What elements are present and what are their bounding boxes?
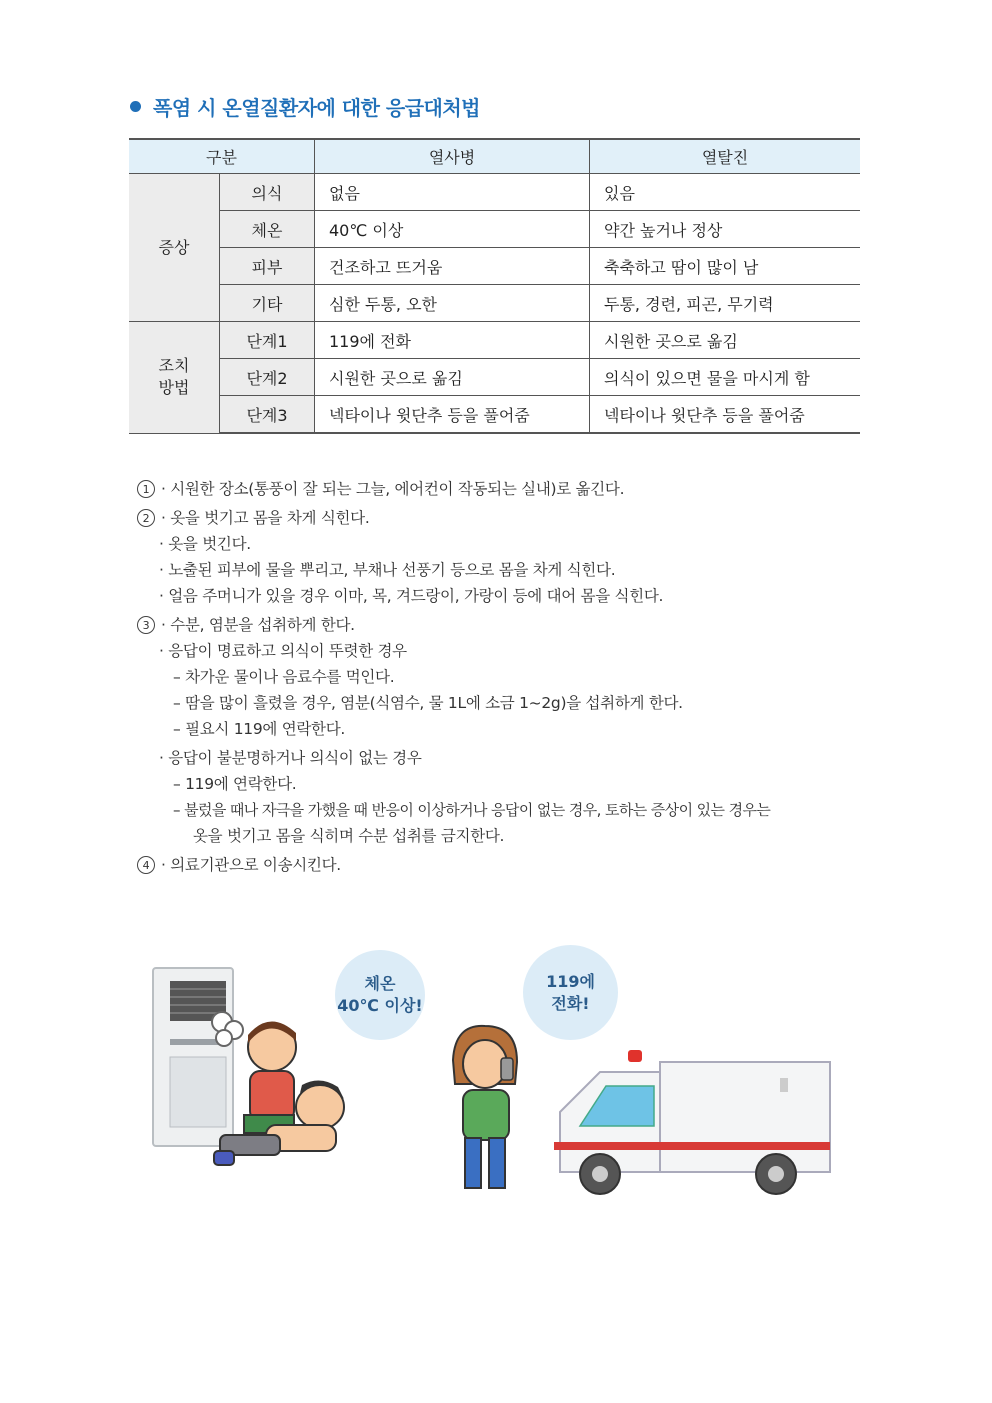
rescuer-and-patient-icon (210, 1015, 390, 1195)
step-text: · 의료기관으로 이송시킨다. (161, 856, 341, 874)
step-text: · 옷을 벗기고 몸을 차게 식힌다. (161, 509, 370, 527)
category-actions (129, 322, 220, 434)
bullet-icon (130, 101, 141, 112)
exhaustion-cell: 약간 높거나 정상 (590, 211, 861, 248)
row-item: 단계3 (220, 396, 315, 434)
row-item: 단계1 (220, 322, 315, 359)
row-item: 체온 (220, 211, 315, 248)
table-row (129, 211, 860, 248)
step-3-case-item: – 땀을 많이 흘렸을 경우, 염분(식염수, 물 1L에 소금 1~2g)을 섭취하게 한다. (173, 694, 683, 712)
emergency-steps (137, 476, 867, 878)
heatstroke-cell: 건조하고 뜨거움 (315, 248, 590, 285)
row-item: 단계2 (220, 359, 315, 396)
step-3-case-item-cont: 옷을 벗기고 몸을 식히며 수분 섭취를 금지한다. (193, 827, 505, 845)
category-actions-line2: 방법 (158, 378, 190, 398)
row-item: 기타 (220, 285, 315, 322)
category-actions-line1: 조치 (158, 356, 190, 376)
row-item: 피부 (220, 248, 315, 285)
step-text: · 시원한 장소(통풍이 잘 되는 그늘, 에어컨이 작동되는 실내)로 옮긴다. (161, 480, 625, 498)
heatstroke-cell: 심한 두통, 오한 (315, 285, 590, 322)
exhaustion-cell: 두통, 경련, 피곤, 무기력 (590, 285, 861, 322)
exhaustion-cell: 의식이 있으면 물을 마시게 함 (590, 359, 861, 396)
step-number: 1 (137, 480, 155, 498)
table-row (129, 248, 860, 285)
header-category: 구분 (129, 139, 315, 174)
step-1 (137, 476, 867, 502)
exhaustion-cell: 축축하고 땀이 많이 남 (590, 248, 861, 285)
row-item: 의식 (220, 174, 315, 211)
table-row (129, 285, 860, 322)
section-title-text: 폭염 시 온열질환자에 대한 응급대처법 (153, 96, 480, 120)
step-3-case-item: – 119에 연락한다. (173, 775, 297, 793)
table-row (129, 174, 860, 211)
heat-illness-table (129, 138, 860, 434)
step-3-case-item: – 불렀을 때나 자극을 가했을 때 반응이 이상하거나 응답이 없는 경우, 토하는 증상이 있는 경우는 (173, 801, 771, 819)
temperature-bubble (335, 950, 425, 1040)
heatstroke-cell: 없음 (315, 174, 590, 211)
step-2-sub: · 옷을 벗긴다. (159, 535, 251, 553)
heatstroke-cell: 40℃ 이상 (315, 211, 590, 248)
step-3-case: · 응답이 명료하고 의식이 뚜렷한 경우 (159, 642, 407, 660)
header-exhaustion: 열탈진 (590, 139, 861, 174)
step-3 (137, 612, 867, 638)
step-number: 4 (137, 856, 155, 874)
table-row (129, 359, 860, 396)
step-4 (137, 852, 867, 878)
bubble2-line1: 119에 (546, 971, 595, 991)
table-header-row (129, 139, 860, 174)
call-bubble (523, 945, 618, 1040)
step-3-case-item: – 필요시 119에 연락한다. (173, 720, 346, 738)
heatstroke-cell: 119에 전화 (315, 322, 590, 359)
heatstroke-cell: 시원한 곳으로 옮김 (315, 359, 590, 396)
step-number: 3 (137, 616, 155, 634)
category-symptoms: 증상 (129, 174, 220, 322)
ambulance-icon (550, 1042, 870, 1202)
step-2-sub: · 노출된 피부에 물을 뿌리고, 부채나 선풍기 등으로 몸을 차게 식힌다. (159, 561, 616, 579)
section-title (130, 92, 480, 121)
step-text: · 수분, 염분을 섭취하게 한다. (161, 616, 355, 634)
step-number: 2 (137, 509, 155, 527)
exhaustion-cell: 시원한 곳으로 옮김 (590, 322, 861, 359)
bubble2-line2: 전화! (551, 993, 590, 1013)
table-row (129, 322, 860, 359)
exhaustion-cell: 넥타이나 윗단추 등을 풀어줌 (590, 396, 861, 434)
step-3-case: · 응답이 불분명하거나 의식이 없는 경우 (159, 749, 422, 767)
header-heatstroke: 열사병 (315, 139, 590, 174)
bubble1-line1: 체온 (364, 974, 396, 993)
step-3-case-item: – 차가운 물이나 음료수를 먹인다. (173, 668, 395, 686)
woman-calling-icon (435, 1022, 535, 1197)
bubble1-line2: 40℃ 이상! (337, 996, 423, 1015)
exhaustion-cell: 있음 (590, 174, 861, 211)
table-row (129, 396, 860, 434)
illustration (140, 950, 870, 1210)
heatstroke-cell: 넥타이나 윗단추 등을 풀어줌 (315, 396, 590, 434)
step-2 (137, 505, 867, 531)
step-2-sub: · 얼음 주머니가 있을 경우 이마, 목, 겨드랑이, 가랑이 등에 대어 몸을 식힌다. (159, 587, 664, 605)
